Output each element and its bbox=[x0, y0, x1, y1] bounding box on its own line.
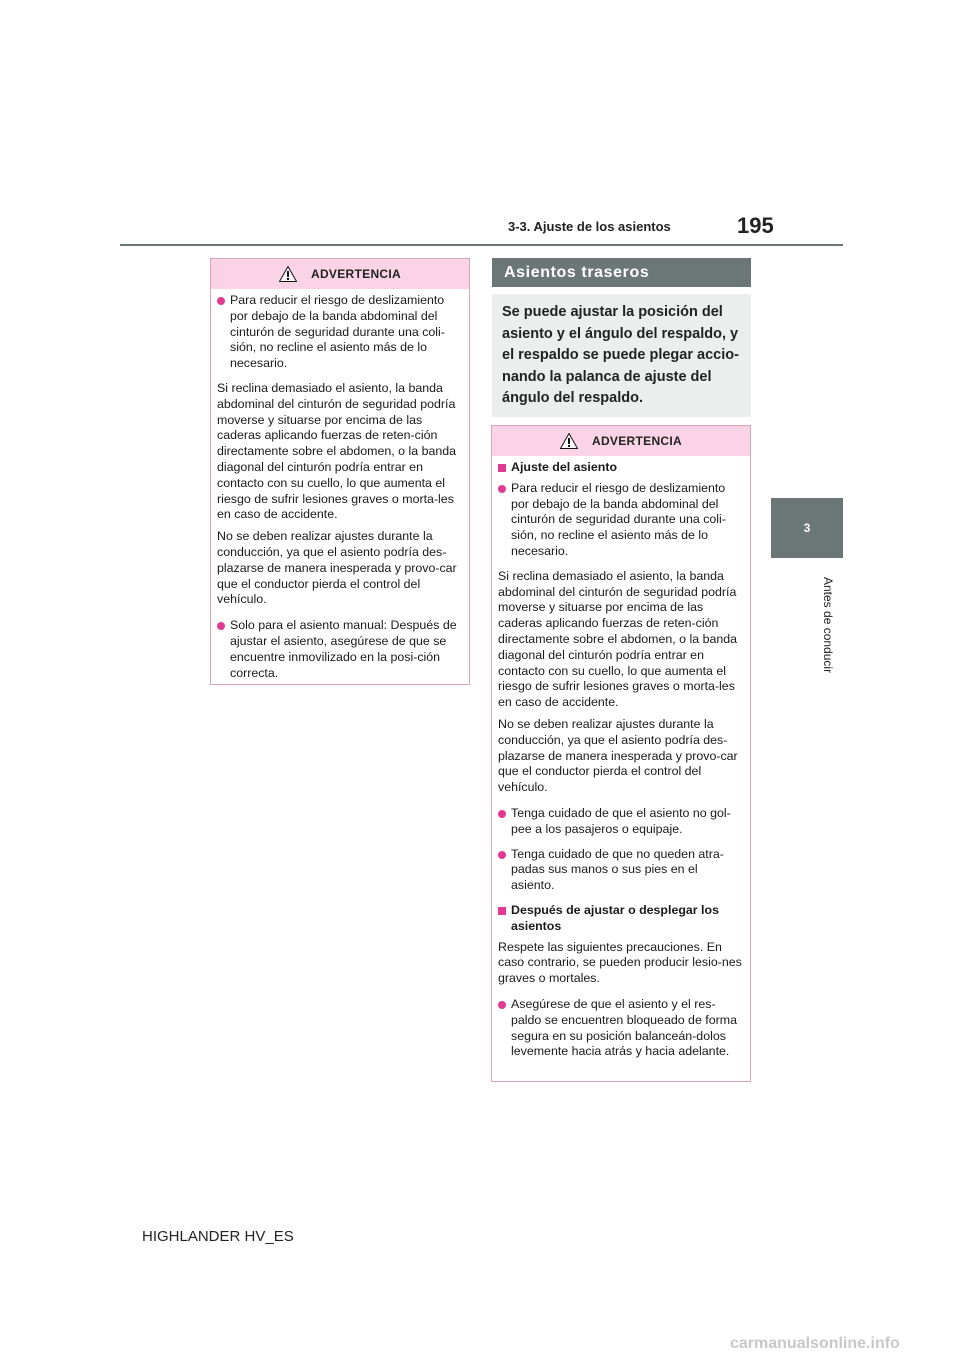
chapter-tab bbox=[771, 498, 843, 558]
section-title: 3-3. Ajuste de los asientos bbox=[508, 219, 671, 234]
warning-subheading bbox=[498, 903, 744, 935]
warning-triangle-icon bbox=[560, 433, 578, 449]
bullet-text: Tenga cuidado de que el asiento no gol-pee a los pasajeros o equipaje. bbox=[511, 805, 731, 836]
warning-header bbox=[492, 426, 750, 456]
warning-triangle-icon bbox=[279, 266, 297, 282]
section-heading: Asientos traseros bbox=[492, 258, 751, 287]
page-number: 195 bbox=[737, 213, 774, 238]
intro-text: Se puede ajustar la posición del asiento y el ángulo del respaldo, y el respaldo se puede plegar accio-nando la palanca de ajuste del ángulo del respaldo. bbox=[492, 294, 751, 417]
bullet-text: Tenga cuidado de que no queden atra-padas sus manos o sus pies en el asiento. bbox=[511, 846, 724, 893]
warning-bullet bbox=[498, 806, 744, 838]
subheading-text: Ajuste del asiento bbox=[511, 460, 618, 474]
square-bullet-icon bbox=[498, 907, 506, 915]
header-divider bbox=[120, 244, 843, 246]
footer-model: HIGHLANDER HV_ES bbox=[142, 1228, 294, 1245]
bullet-dot-icon bbox=[498, 810, 506, 818]
bullet-text: Para reducir el riesgo de deslizamiento por debajo de la banda abdominal del cinturón de seguridad durante una coli-sión, no recline el asiento más de lo necesario. bbox=[511, 480, 726, 558]
subheading-text: Después de ajustar o desplegar los asientos bbox=[511, 902, 719, 933]
bullet-text: Para reducir el riesgo de deslizamiento por debajo de la banda abdominal del cinturón de seguridad durante una coli-sión, no recline el asiento más de lo necesario. bbox=[230, 293, 445, 371]
warning-paragraph: No se deben realizar ajustes durante la conducción, ya que el asiento podría des-plazarse de manera inesperada y provo-car que el conductor pierda el control del vehículo. bbox=[498, 716, 738, 795]
bullet-dot-icon bbox=[498, 851, 506, 859]
warning-paragraph: Si reclina demasiado el asiento, la banda abdominal del cinturón de seguridad podría moverse y situarse por encima de las caderas aplicando fuerzas de reten-ción directamente sobre el abdomen, o la banda diagonal del cinturón podría entrar en contacto con su cuello, lo que aumenta el riesgo de sufrir lesiones graves o morta-les en caso de accidente. bbox=[217, 380, 457, 522]
warning-bullet bbox=[217, 618, 463, 681]
bullet-dot-icon bbox=[217, 297, 225, 305]
bullet-text: Solo para el asiento manual: Después de ajustar el asiento, asegúrese de que se encuentre inmovilizado en la posi-ción correcta. bbox=[230, 618, 457, 680]
bullet-dot-icon bbox=[498, 485, 506, 493]
right-warning-box bbox=[491, 425, 751, 1082]
warning-bullet bbox=[498, 847, 744, 894]
warning-bullet bbox=[217, 293, 463, 372]
watermark: carmanualsonline.info bbox=[730, 1335, 900, 1352]
warning-paragraph: Si reclina demasiado el asiento, la banda abdominal del cinturón de seguridad podría moverse y situarse por encima de las caderas aplicando fuerzas de reten-ción directamente sobre el abdomen, o la banda diagonal del cinturón podría entrar en contacto con su cuello, lo que aumenta el riesgo de sufrir lesiones graves o morta-les en caso de accidente. bbox=[498, 568, 738, 710]
warning-paragraph: No se deben realizar ajustes durante la conducción, ya que el asiento podría des-plazarse de manera inesperada y provo-car que el conductor pierda el control del vehículo. bbox=[217, 529, 457, 607]
warning-header bbox=[211, 259, 469, 289]
square-bullet-icon bbox=[498, 464, 506, 472]
bullet-dot-icon bbox=[217, 622, 225, 630]
warning-bullet bbox=[498, 481, 744, 560]
warning-bullet bbox=[498, 997, 744, 1060]
warning-title: ADVERTENCIA bbox=[311, 267, 401, 281]
warning-title: ADVERTENCIA bbox=[592, 434, 682, 448]
warning-body bbox=[492, 456, 750, 1077]
bullet-dot-icon bbox=[498, 1001, 506, 1009]
left-warning-box bbox=[210, 258, 470, 685]
bullet-text: Asegúrese de que el asiento y el res-paldo se encuentren bloqueado de forma segura en su posición balanceán-dolos levemente hacia atrás y hacia adelante. bbox=[511, 996, 737, 1059]
warning-subheading bbox=[498, 460, 744, 476]
chapter-number: 3 bbox=[803, 521, 811, 535]
chapter-side-label: Antes de conducir bbox=[821, 576, 835, 674]
warning-paragraph: Respete las siguientes precauciones. En caso contrario, se pueden producir lesio-nes graves o mortales. bbox=[498, 939, 742, 986]
warning-body bbox=[211, 289, 469, 698]
